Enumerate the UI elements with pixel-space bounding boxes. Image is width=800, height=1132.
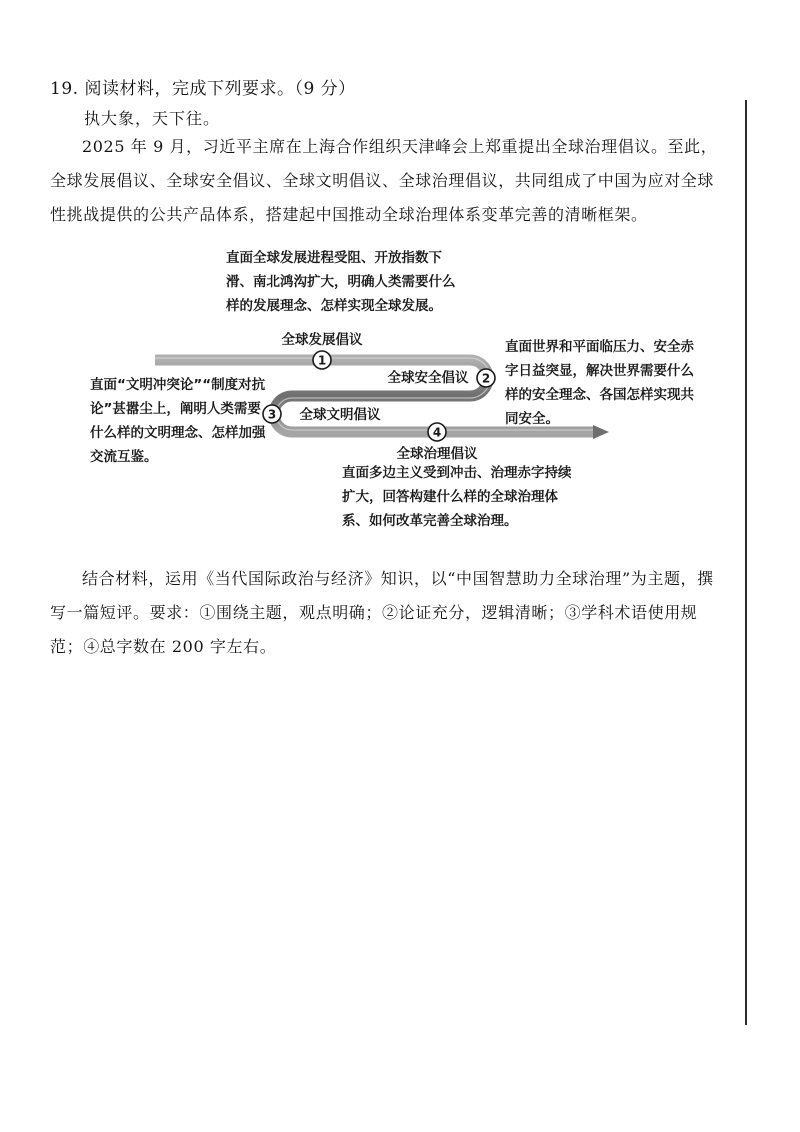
initiative-number: 1 [317,353,327,368]
initiative-label: 全球文明倡议 [299,407,381,423]
initiative-marker-1 [313,351,331,369]
initiative-label: 全球治理倡议 [396,446,478,462]
question-title: 19. 阅读材料，完成下列要求。（9 分） [50,79,356,99]
initiative-marker-2 [477,369,495,387]
security-initiative-desc: 直面世界和平面临压力、安全赤字日益突显，解决世界需要什么样的安全理念、各国怎样实现共同安全。 [505,339,694,427]
task-text: 结合材料，运用《当代国际政治与经济》知识，以“中国智慧助力全球治理”为主题，撰写一篇短评。要求：①围绕主题，观点明确；②论证充分，逻辑清晰；③学科术语使用规范；④总字数在 200 字左右。 [50,569,714,656]
initiative-marker-4 [428,423,446,441]
initiative-number: 3 [267,407,277,422]
motto: 执大象，天下往。 [84,109,221,128]
civilization-initiative-desc: 直面“文明冲突论”“制度对抗论”甚嚣尘上，阐明人类需要什么样的文明理念、怎样加强交流互鉴。 [90,377,266,465]
task-paragraph [50,562,722,664]
development-initiative-desc: 直面全球发展进程受阻、开放指数下滑、南北鸿沟扩大，明确人类需要什么样的发展理念、怎样实现全球发展。 [226,250,456,314]
initiative-number: 4 [432,425,442,440]
initiative-label: 全球发展倡议 [281,332,363,348]
material-text: 2025 年 9 月，习近平主席在上海合作组织天津峰会上郑重提出全球治理倡议。至此，全球发展倡议、全球安全倡议、全球文明倡议、全球治理倡议，共同组成了中国为应对全球性挑战提供的公共产品体系，搭建起中国推动全球治理体系变革完善的清晰框架。 [50,137,718,224]
initiative-label: 全球安全倡议 [387,370,469,386]
governance-initiative-desc: 直面多边主义受到冲击、治理赤字持续扩大，回答构建什么样的全球治理体系、如何改革完善全球治理。 [342,465,572,529]
initiative-number: 2 [481,371,491,386]
